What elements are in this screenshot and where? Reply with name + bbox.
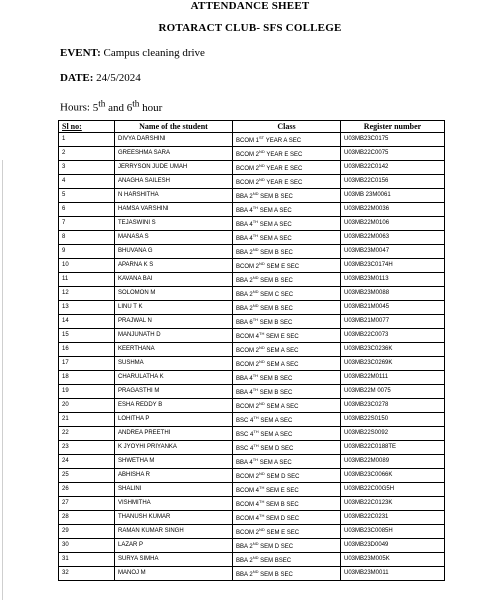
student-name-cell: SOLOMON M	[115, 287, 233, 301]
class-cell: BCOM 2ND YEAR E SEC	[233, 161, 341, 175]
col-header-sl-no: Sl no:	[59, 121, 115, 133]
sl-no-cell: 29	[59, 525, 115, 539]
table-row	[59, 385, 445, 399]
class-cell: BBA 2ND SEM D SEC	[233, 539, 341, 553]
class-cell: BBA 2ND SEM B SEC	[233, 301, 341, 315]
student-name-cell: DIVYA DARSHINI	[115, 133, 233, 147]
class-cell: BSC 4TH SEM A SEC	[233, 413, 341, 427]
class-cell: BCOM 2ND SEM A SEC	[233, 343, 341, 357]
table-row	[59, 525, 445, 539]
col-header-class: Class	[233, 121, 341, 133]
table-row	[59, 315, 445, 329]
table-row	[59, 469, 445, 483]
hours-line	[60, 98, 162, 114]
student-name-cell: SURYA SIMHA	[115, 553, 233, 567]
student-name-cell: SHALINI	[115, 483, 233, 497]
class-cell: BBA 6TH SEM B SEC	[233, 315, 341, 329]
register-number-cell: U03MB22C0123K	[341, 497, 445, 511]
class-cell: BCOM 4TH SEM B SEC	[233, 497, 341, 511]
student-name-cell: VISHMITHA	[115, 497, 233, 511]
register-number-cell: U03MB23C0269K	[341, 357, 445, 371]
class-cell: BBA 4TH SEM A SEC	[233, 231, 341, 245]
table-row	[59, 245, 445, 259]
table-row	[59, 497, 445, 511]
register-number-cell: U03MB22C0156	[341, 175, 445, 189]
hours-value: 5th and 6th hour	[92, 98, 163, 114]
table-row	[59, 259, 445, 273]
register-number-cell: U03MB22C0142	[341, 161, 445, 175]
page-edge-line	[2, 160, 3, 600]
register-number-cell: U03MB23M0113	[341, 273, 445, 287]
sl-no-cell: 26	[59, 483, 115, 497]
attendance-rows	[59, 133, 445, 581]
sl-no-cell: 2	[59, 147, 115, 161]
register-number-cell: U03MB22C00G5H	[341, 483, 445, 497]
student-name-cell: PRAGASTHI M	[115, 385, 233, 399]
register-number-cell: U03MB23C0174H	[341, 259, 445, 273]
table-row	[59, 189, 445, 203]
register-number-cell: U03MB23D0049	[341, 539, 445, 553]
student-name-cell: LINU T K	[115, 301, 233, 315]
table-row	[59, 413, 445, 427]
table-row	[59, 161, 445, 175]
sl-no-cell: 4	[59, 175, 115, 189]
sl-no-cell: 24	[59, 455, 115, 469]
hours-label: Hours:	[60, 101, 93, 114]
date-value: 24/5/2024	[96, 72, 141, 84]
table-row	[59, 329, 445, 343]
student-name-cell: HAMSA VARSHINI	[115, 203, 233, 217]
col-header-name: Name of the student	[115, 121, 233, 133]
register-number-cell: U03MB22M0106	[341, 217, 445, 231]
event-line	[60, 47, 205, 59]
student-name-cell: ANAGHA SAILESH	[115, 175, 233, 189]
student-name-cell: THANUSH KUMAR	[115, 511, 233, 525]
register-number-cell: U03MB23C0085H	[341, 525, 445, 539]
sheet-title: ATTENDANCE SHEET	[190, 0, 310, 12]
student-name-cell: ESHA REDDY B	[115, 399, 233, 413]
sl-no-cell: 3	[59, 161, 115, 175]
table-row	[59, 175, 445, 189]
table-row	[59, 301, 445, 315]
table-row	[59, 203, 445, 217]
col-header-register: Register number	[341, 121, 445, 133]
table-header-row	[59, 121, 445, 133]
class-cell: BCOM 1ST YEAR A SEC	[233, 133, 341, 147]
register-number-cell: U03MB23M0047	[341, 245, 445, 259]
sl-no-cell: 17	[59, 357, 115, 371]
register-number-cell: U03MB22M0063	[341, 231, 445, 245]
register-number-cell: U03MB22C0075	[341, 147, 445, 161]
event-label: EVENT:	[60, 47, 101, 59]
sl-no-cell: 13	[59, 301, 115, 315]
sl-no-cell: 19	[59, 385, 115, 399]
table-row	[59, 567, 445, 581]
register-number-cell: U03MB23C0066K	[341, 469, 445, 483]
sl-no-cell: 8	[59, 231, 115, 245]
club-name: ROTARACT CLUB- SFS COLLEGE	[158, 22, 342, 34]
class-cell: BCOM 2ND SEM D SEC	[233, 469, 341, 483]
register-number-cell: U03MB21M0045	[341, 301, 445, 315]
class-cell: BBA 2ND SEM BSEC	[233, 553, 341, 567]
table-row	[59, 553, 445, 567]
student-name-cell: MANASA S	[115, 231, 233, 245]
class-cell: BBA 4TH SEM A SEC	[233, 217, 341, 231]
student-name-cell: GREESHMA SARA	[115, 147, 233, 161]
date-label: DATE:	[60, 72, 94, 84]
table-row	[59, 455, 445, 469]
table-row	[59, 231, 445, 245]
class-cell: BBA 2ND SEM B SEC	[233, 567, 341, 581]
sl-no-cell: 14	[59, 315, 115, 329]
table-row	[59, 357, 445, 371]
class-cell: BBA 2ND SEM B SEC	[233, 245, 341, 259]
student-name-cell: ABHISHA R	[115, 469, 233, 483]
student-name-cell: JERRYSON JUDE UMAH	[115, 161, 233, 175]
table-row	[59, 287, 445, 301]
table-row	[59, 539, 445, 553]
register-number-cell: U03MB22M0089	[341, 455, 445, 469]
sl-no-cell: 12	[59, 287, 115, 301]
student-name-cell: LAZAR P	[115, 539, 233, 553]
sl-no-cell: 7	[59, 217, 115, 231]
class-cell: BCOM 4TH SEM E SEC	[233, 483, 341, 497]
sl-no-cell: 30	[59, 539, 115, 553]
register-number-cell: U03MB23C0236K	[341, 343, 445, 357]
student-name-cell: BHUVANA G	[115, 245, 233, 259]
sl-no-cell: 5	[59, 189, 115, 203]
student-name-cell: KEERTHANA	[115, 343, 233, 357]
table-row	[59, 147, 445, 161]
event-value: Campus cleaning drive	[103, 47, 205, 59]
sl-no-cell: 18	[59, 371, 115, 385]
register-number-cell: U03MB23C0175	[341, 133, 445, 147]
table-row	[59, 511, 445, 525]
register-number-cell: U03MB22C0231	[341, 511, 445, 525]
class-cell: BCOM 4TH SEM E SEC	[233, 329, 341, 343]
class-cell: BBA 4TH SEM A SEC	[233, 203, 341, 217]
student-name-cell: N HARSHITHA	[115, 189, 233, 203]
class-cell: BCOM 2ND SEM A SEC	[233, 399, 341, 413]
register-number-cell: U03MB23M0011	[341, 567, 445, 581]
sl-no-cell: 16	[59, 343, 115, 357]
class-cell: BCOM 2ND SEM E SEC	[233, 259, 341, 273]
sl-no-cell: 25	[59, 469, 115, 483]
register-number-cell: U03MB23M0088	[341, 287, 445, 301]
sl-no-cell: 22	[59, 427, 115, 441]
register-number-cell: U03MB23M005K	[341, 553, 445, 567]
table-row	[59, 399, 445, 413]
student-name-cell: KAVANA BAI	[115, 273, 233, 287]
register-number-cell: U03MB22M 0075	[341, 385, 445, 399]
student-name-cell: PRAJWAL N	[115, 315, 233, 329]
class-cell: BSC 4TH SEM A SEC	[233, 427, 341, 441]
student-name-cell: MANOJ M	[115, 567, 233, 581]
table-row	[59, 483, 445, 497]
sl-no-cell: 21	[59, 413, 115, 427]
register-number-cell: U03MB23C0278	[341, 399, 445, 413]
table-row	[59, 343, 445, 357]
class-cell: BBA 4TH SEM B SEC	[233, 371, 341, 385]
sl-no-cell: 20	[59, 399, 115, 413]
sl-no-cell: 9	[59, 245, 115, 259]
register-number-cell: U03MB21M0077	[341, 315, 445, 329]
class-cell: BBA 4TH SEM A SEC	[233, 455, 341, 469]
register-number-cell: U03MB22M0111	[341, 371, 445, 385]
sl-no-cell: 27	[59, 497, 115, 511]
class-cell: BCOM 2ND YEAR E SEC	[233, 175, 341, 189]
class-cell: BCOM 2ND SEM A SEC	[233, 357, 341, 371]
student-name-cell: RAMAN KUMAR SINGH	[115, 525, 233, 539]
class-cell: BBA 2ND SEM C SEC	[233, 287, 341, 301]
register-number-cell: U03MB 23M0061	[341, 189, 445, 203]
sl-no-cell: 23	[59, 441, 115, 455]
student-name-cell: LOHITHA P	[115, 413, 233, 427]
sl-no-cell: 28	[59, 511, 115, 525]
student-name-cell: ANDREA PREETHI	[115, 427, 233, 441]
student-name-cell: CHARULATHA K	[115, 371, 233, 385]
sl-no-cell: 6	[59, 203, 115, 217]
class-cell: BCOM 4TH SEM D SEC	[233, 511, 341, 525]
sl-no-cell: 10	[59, 259, 115, 273]
class-cell: BBA 4TH SEM B SEC	[233, 385, 341, 399]
sl-no-cell: 32	[59, 567, 115, 581]
class-cell: BSC 4TH SEM D SEC	[233, 441, 341, 455]
table-row	[59, 217, 445, 231]
table-row	[59, 371, 445, 385]
class-cell: BBA 2ND SEM B SEC	[233, 273, 341, 287]
sl-no-cell: 31	[59, 553, 115, 567]
register-number-cell: U03MB22C0073	[341, 329, 445, 343]
register-number-cell: U03MB22C0188TE	[341, 441, 445, 455]
date-line	[60, 72, 141, 84]
table-row	[59, 273, 445, 287]
register-number-cell: U03MB22S0150	[341, 413, 445, 427]
register-number-cell: U03MB22M0036	[341, 203, 445, 217]
table-row	[59, 133, 445, 147]
student-name-cell: TEJASWINI S	[115, 217, 233, 231]
student-name-cell: K JYOYHI PRIYANKA	[115, 441, 233, 455]
student-name-cell: SUSHMA	[115, 357, 233, 371]
register-number-cell: U03MB22S0092	[341, 427, 445, 441]
student-name-cell: SHWETHA M	[115, 455, 233, 469]
sl-no-cell: 11	[59, 273, 115, 287]
student-name-cell: APARNA K S	[115, 259, 233, 273]
table-row	[59, 427, 445, 441]
class-cell: BCOM 2ND YEAR E SEC	[233, 147, 341, 161]
attendance-table	[58, 120, 445, 581]
class-cell: BBA 2ND SEM B SEC	[233, 189, 341, 203]
sl-no-cell: 15	[59, 329, 115, 343]
table-row	[59, 441, 445, 455]
class-cell: BCOM 2ND SEM E SEC	[233, 525, 341, 539]
sl-no-cell: 1	[59, 133, 115, 147]
student-name-cell: MANJUNATH D	[115, 329, 233, 343]
